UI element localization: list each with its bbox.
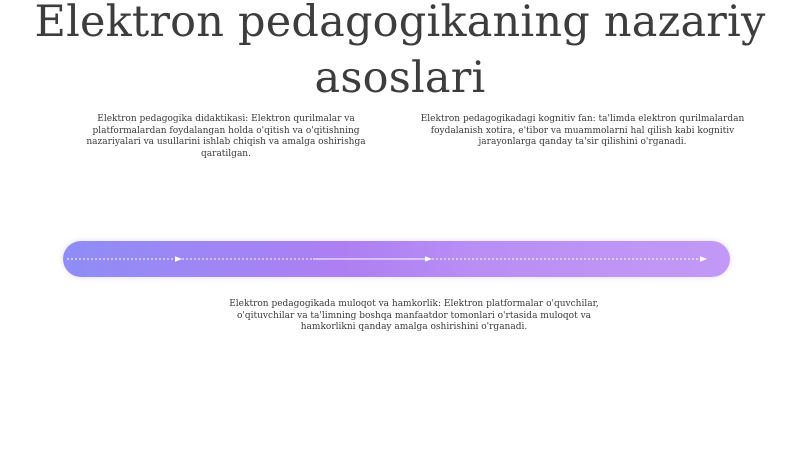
arrow-head-icon <box>425 256 432 262</box>
section-didaktika-text: Elektron pedagogika didaktikasi: Elektron qurilmalar va platformalardan foydalangan holda o'qitish va o'qitishning nazariyalari va usullarini ishlab chiqish va amalga oshirishga qaratilgan. <box>86 114 366 159</box>
section-muloqot-text: Elektron pedagogikada muloqot va hamkorlik: Elektron platformalar o'quvchilar, o'qituvchilar va ta'limning boshqa manfaatdor tomonlari o'rtasida muloqot va hamkorlikni qanday amalga oshirishini o'rganadi. <box>229 299 599 333</box>
timeline-arrows <box>63 241 730 277</box>
section-kognitiv-text: Elektron pedagogikadagi kognitiv fan: ta'limda elektron qurilmalardan foydalanish xotira, e'tibor va muammolarni hal qilish kabi kognitiv jarayonlarga qanday ta'sir qilishini o'rganadi. <box>420 114 745 148</box>
slide-title: Elektron pedagogikaning nazariy asoslari <box>34 0 766 103</box>
arrow-head-icon <box>700 256 707 262</box>
arrow-head-icon <box>175 256 182 262</box>
timeline-bar <box>63 241 730 277</box>
